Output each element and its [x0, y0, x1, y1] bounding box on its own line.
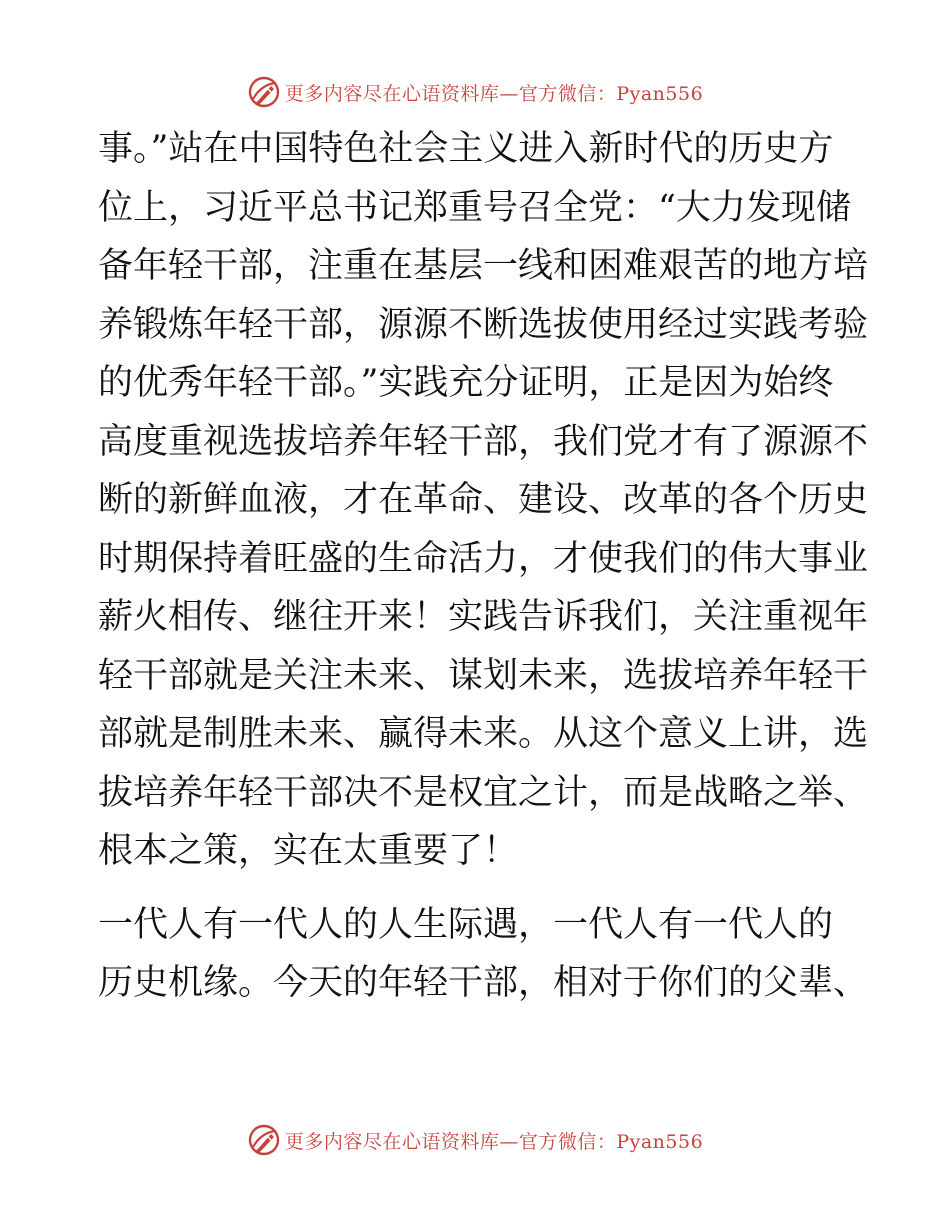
text-line: 断的新鲜血液，才在革命、建设、改革的各个历史 — [98, 480, 869, 520]
text-line: 部就是制胜未来、赢得未来。从这个意义上讲，选 — [98, 714, 869, 754]
text-line: 养锻炼年轻干部，源源不断选拔使用经过实践考验 — [98, 304, 869, 345]
pen-logo-icon — [247, 1123, 281, 1157]
text-line: 备年轻干部，注重在基层一线和困难艰苦的地方培 — [98, 246, 869, 286]
watermark-text: 更多内容尽在心语资料库—官方微信：Pyan556 — [284, 1130, 704, 1153]
text-line: 位上，习近平总书记郑重号召全党：“大力发现储 — [98, 187, 851, 228]
text-line: 的优秀年轻干部。”实践充分证明，正是因为始终 — [98, 363, 834, 403]
text-line: 拔培养年轻干部决不是权宜之计，而是战略之举、 — [98, 772, 869, 813]
document-body — [98, 120, 869, 1013]
text-line: 时期保持着旺盛的生命活力，才使我们的伟大事业 — [98, 538, 869, 579]
header-watermark — [0, 72, 950, 112]
paragraph — [98, 120, 869, 881]
text-line: 高度重视选拔培养年轻干部，我们党才有了源源不 — [98, 421, 869, 462]
text-line: 一代人有一代人的人生际遇，一代人有一代人的 — [98, 904, 834, 945]
watermark-text: 更多内容尽在心语资料库—官方微信：Pyan556 — [284, 82, 704, 105]
text-line: 历史机缘。今天的年轻干部，相对于你们的父辈、 — [98, 963, 869, 1003]
text-line: 事。”站在中国特色社会主义进入新时代的历史方 — [98, 129, 834, 169]
text-line: 薪火相传、继往开来！实践告诉我们，关注重视年 — [98, 597, 869, 637]
text-line: 轻干部就是关注未来、谋划未来，选拔培养年轻干 — [98, 655, 869, 696]
pen-logo-icon — [247, 75, 281, 109]
footer-watermark — [0, 1120, 950, 1160]
paragraph — [98, 896, 869, 1013]
text-line: 根本之策，实在太重要了！ — [98, 831, 519, 871]
